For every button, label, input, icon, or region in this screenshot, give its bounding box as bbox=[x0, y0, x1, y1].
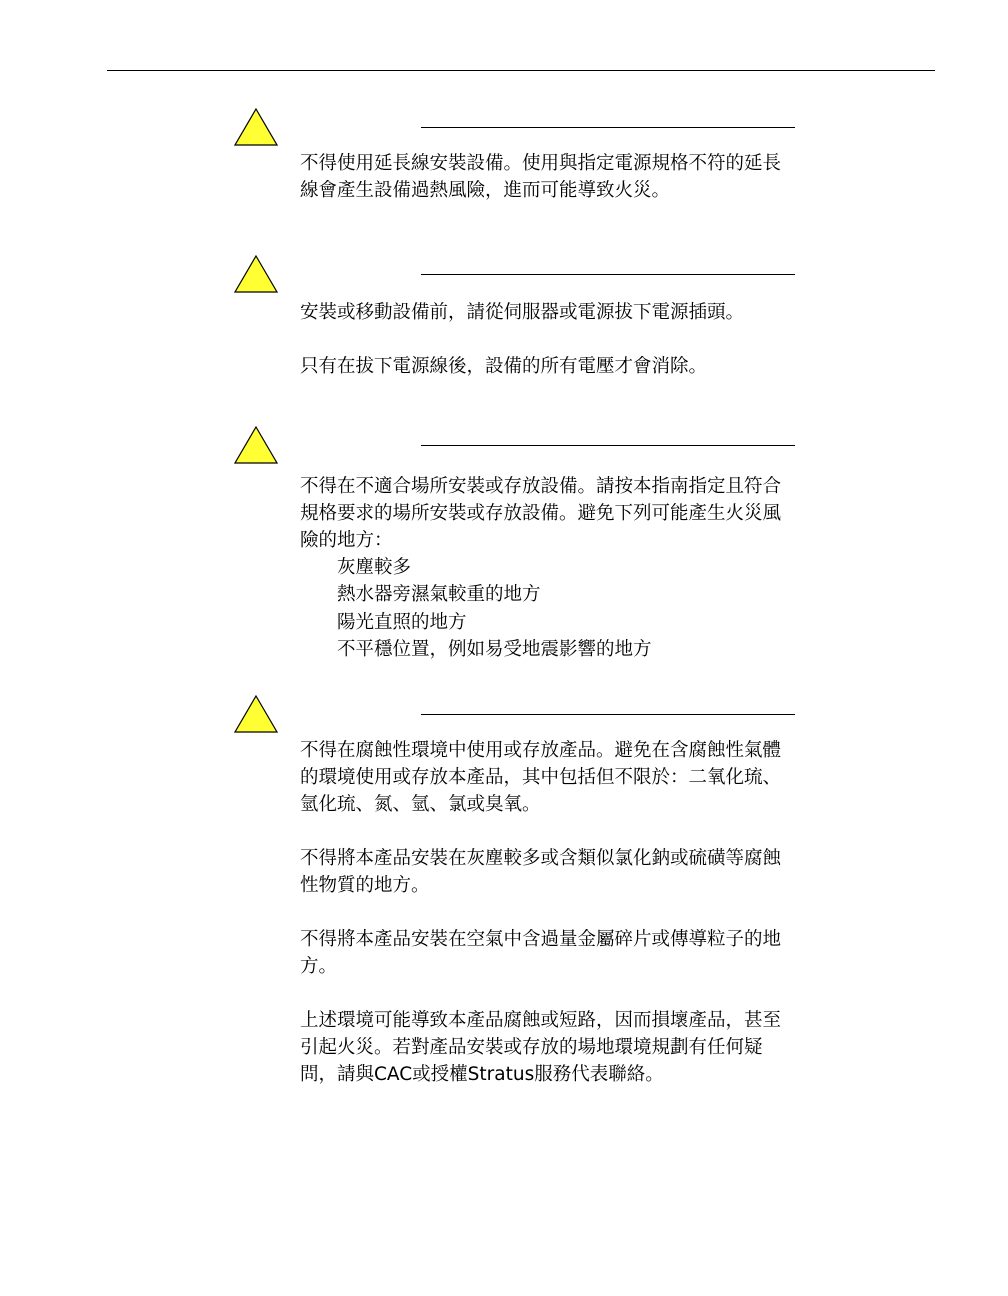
warning-paragraph: 上述環境可能導致本產品腐蝕或短路，因而損壞產品，甚至引起火災。若對產品安裝或存放的場地環境規劃有任何疑問，請與CAC或授權Stratus服務代表聯絡。 bbox=[300, 1010, 782, 1085]
fire-risk-list bbox=[300, 554, 790, 663]
warning-heading-rule bbox=[421, 274, 795, 275]
warning-body bbox=[300, 473, 790, 663]
list-item: 不平穩位置，例如易受地震影響的地方 bbox=[337, 638, 652, 660]
list-item: 陽光直照的地方 bbox=[337, 611, 467, 633]
warning-triangle-icon bbox=[234, 426, 278, 464]
warning-paragraph: 不得在腐蝕性環境中使用或存放產品。避免在含腐蝕性氣體的環境使用或存放本產品，其中包括但不限於：二氧化琉、氫化琉、氮、氫、氯或臭氧。 bbox=[300, 740, 782, 815]
list-item: 熱水器旁濕氣較重的地方 bbox=[337, 584, 541, 606]
warning-body bbox=[300, 150, 790, 204]
warning-heading-rule bbox=[421, 127, 795, 128]
warning-paragraph: 不得將本產品安裝在灰塵較多或含類似氯化鈉或硫磺等腐蝕性物質的地方。 bbox=[300, 848, 782, 896]
warning-paragraph: 安裝或移動設備前，請從伺服器或電源拔下電源插頭。 bbox=[300, 302, 745, 323]
warning-paragraph: 只有在拔下電源線後，設備的所有電壓才會消除。 bbox=[300, 356, 708, 377]
warning-heading-rule bbox=[421, 445, 795, 446]
list-item: 灰塵較多 bbox=[337, 557, 412, 578]
warning-paragraph: 不得將本產品安裝在空氣中含過量金屬碎片或傳導粒子的地方。 bbox=[300, 929, 782, 977]
warning-triangle-icon bbox=[234, 108, 278, 146]
page-header-rule bbox=[107, 70, 935, 71]
warning-body bbox=[300, 299, 790, 380]
warning-triangle-icon bbox=[234, 695, 278, 733]
warning-paragraph: 不得在不適合場所安裝或存放設備。請按本指南指定且符合規格要求的場所安裝或存放設備。避免下列可能產生火災風險的地方： bbox=[300, 476, 782, 551]
warning-heading-rule bbox=[421, 714, 795, 715]
warning-body bbox=[300, 737, 790, 1088]
warning-paragraph: 不得使用延長線安裝設備。使用與指定電源規格不符的延長線會產生設備過熱風險，進而可能導致火災。 bbox=[300, 153, 782, 201]
warning-triangle-icon bbox=[234, 255, 278, 293]
